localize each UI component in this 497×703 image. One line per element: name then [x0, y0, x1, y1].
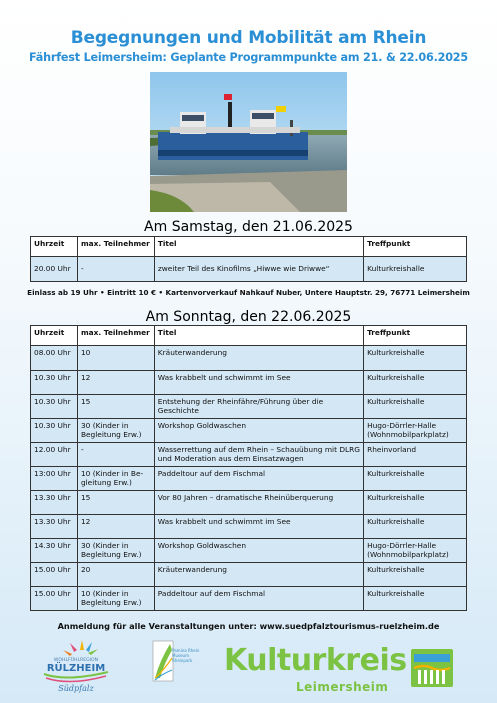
row-title: Workshop Goldwaschen [154, 419, 363, 443]
table-row [31, 563, 467, 587]
registration-link[interactable]: Anmeldung für alle Veranstaltungen unter: www.suedpfalztourismus-ruelzheim.de [57, 621, 440, 631]
pamina-text: Pamina Rhein Museum Rheinpark [172, 648, 200, 663]
row-max: 20 [77, 563, 154, 587]
table-row [31, 346, 467, 371]
col-max-header: max. Teilnehmer [77, 326, 154, 346]
table-header-row [31, 326, 467, 346]
row-max: 30 (Kinder in Begleitung Erw.) [77, 539, 154, 563]
page-subtitle: Fährfest Leimersheim: Geplante Programmpunkte am 21. & 22.06.2025 [29, 51, 468, 64]
sunday-heading: Am Sonntag, den 22.06.2025 [145, 309, 352, 325]
row-title: Was krabbelt und schwimmt im See [154, 515, 363, 539]
logo-ruelzheim-sub: Südpfalz [58, 684, 94, 693]
row-title: Paddeltour auf dem Fischmal [154, 467, 363, 491]
row-time: 20.00 Uhr [31, 257, 78, 282]
table-row [31, 491, 467, 515]
saturday-heading: Am Samstag, den 21.06.2025 [144, 219, 353, 235]
row-title: Wasserrettung auf dem Rhein – Schauübung mit DLRG und Moderation aus dem Einsatzwagen [154, 443, 363, 467]
row-time: 13:00 Uhr [31, 467, 78, 491]
row-max: 15 [77, 395, 154, 419]
row-meet: Kulturkreishalle [364, 563, 467, 587]
row-title: Entstehung der Rheinfähre/Führung über die Geschichte [154, 395, 363, 419]
ruelzheim-logo [36, 636, 116, 696]
row-title: Paddeltour auf dem Fischmal [154, 587, 363, 611]
ferry-photo [150, 72, 347, 212]
col-meet-header: Treffpunkt [364, 237, 467, 257]
row-time: 13.30 Uhr [31, 491, 78, 515]
table-row [31, 371, 467, 395]
col-title-header: Titel [154, 237, 363, 257]
table-row [31, 539, 467, 563]
row-max: - [77, 443, 154, 467]
kulturkreis-title: Kulturkreis [224, 643, 407, 678]
row-time: 10.30 Uhr [31, 371, 78, 395]
row-title: Kräuterwanderung [154, 563, 363, 587]
table-header-row [31, 237, 467, 257]
row-max: 12 [77, 515, 154, 539]
table-row [31, 419, 467, 443]
col-meet-header: Treffpunkt [364, 326, 467, 346]
table-row [31, 587, 467, 611]
saturday-note: Einlass ab 19 Uhr • Eintritt 10 € • Kartenvorverkauf Nahkauf Nuber, Untere Hauptstr. 29, 76771 Leimersheim [27, 288, 470, 297]
row-max: 10 [77, 346, 154, 371]
row-time: 08.00 Uhr [31, 346, 78, 371]
row-meet: Kulturkreishalle [364, 515, 467, 539]
table-row [31, 395, 467, 419]
col-title-header: Titel [154, 326, 363, 346]
logo-ruelzheim-name: RÜLZHEIM [46, 663, 106, 674]
saturday-table [30, 236, 467, 282]
row-meet: Hugo-Dörrler-Halle (Wohnmobilparkplatz) [364, 539, 467, 563]
row-time: 14.30 Uhr [31, 539, 78, 563]
kulturkreis-icon [410, 648, 454, 688]
row-meet: Kulturkreishalle [364, 467, 467, 491]
row-max: 12 [77, 371, 154, 395]
row-meet: Hugo-Dörrler-Halle (Wohnmobilparkplatz) [364, 419, 467, 443]
table-row [31, 467, 467, 491]
row-max: 10 (Kinder in Be-gleitung Erw.) [77, 467, 154, 491]
row-time: 12.00 Uhr [31, 443, 78, 467]
row-meet: Kulturkreishalle [364, 346, 467, 371]
col-max-header: max. Teilnehmer [77, 237, 154, 257]
kulturkreis-subtitle: Leimersheim [296, 680, 389, 694]
row-max: 30 (Kinder in Begleitung Erw.) [77, 419, 154, 443]
row-title: Workshop Goldwaschen [154, 539, 363, 563]
row-max: 15 [77, 491, 154, 515]
col-time-header: Uhrzeit [31, 237, 78, 257]
row-time: 10.30 Uhr [31, 395, 78, 419]
table-row [31, 515, 467, 539]
logo-ruelzheim-top: WOHLFÜHLREGION [53, 658, 99, 663]
page-title: Begegnungen und Mobilität am Rhein [70, 28, 427, 48]
row-meet: Kulturkreishalle [364, 257, 467, 282]
row-time: 15.00 Uhr [31, 587, 78, 611]
col-time-header: Uhrzeit [31, 326, 78, 346]
row-meet: Kulturkreishalle [364, 371, 467, 395]
row-title: Was krabbelt und schwimmt im See [154, 371, 363, 395]
row-meet: Kulturkreishalle [364, 491, 467, 515]
row-meet: Kulturkreishalle [364, 395, 467, 419]
row-meet: Rheinvorland [364, 443, 467, 467]
table-row [31, 443, 467, 467]
row-time: 15.00 Uhr [31, 563, 78, 587]
table-row [31, 257, 467, 282]
row-meet: Kulturkreishalle [364, 587, 467, 611]
row-time: 10.30 Uhr [31, 419, 78, 443]
row-title: Kräuterwanderung [154, 346, 363, 371]
row-max: - [77, 257, 154, 282]
row-max: 10 (Kinder in Begleitung Erw.) [77, 587, 154, 611]
row-title: zweiter Teil des Kinofilms „Hiwwe wie Driwwe“ [154, 257, 363, 282]
sunday-table [30, 325, 467, 611]
row-title: Vor 80 Jahren – dramatische Rheinüberquerung [154, 491, 363, 515]
row-time: 13.30 Uhr [31, 515, 78, 539]
